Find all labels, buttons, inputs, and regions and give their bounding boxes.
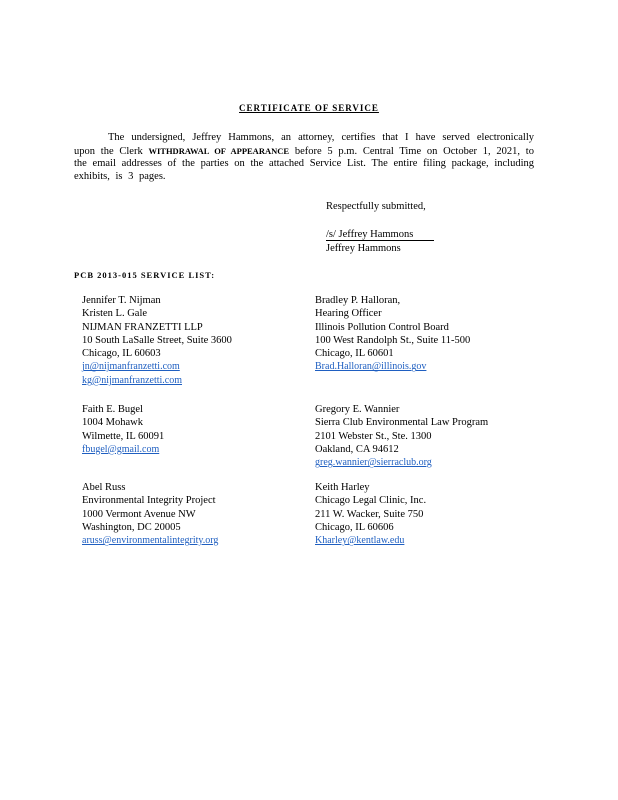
service-entry-bugel: Faith E. Bugel 1004 Mohawk Wilmette, IL 60091 fbugel@gmail.com [82, 404, 165, 455]
email-link[interactable]: aruss@environmentalintegrity.org [82, 535, 219, 547]
email-link[interactable]: fbugel@gmail.com [82, 443, 160, 455]
filing-title: WITHDRAWAL OF APPEARANCE [148, 145, 290, 156]
email-link[interactable]: kg@nijmanfranzetti.com [82, 374, 183, 386]
electronic-signature: /s/ Jeffrey Hammons [326, 229, 414, 240]
signer-name: Jeffrey Hammons [326, 243, 401, 254]
email-link[interactable]: Brad.Halloran@illinois.gov [315, 361, 427, 373]
closing: Respectfully submitted, [326, 201, 426, 212]
service-entry-halloran: Bradley P. Halloran, Hearing Officer Illinois Pollution Control Board 100 West Randolph St., Suite 11-500 Chicago, IL 60601 Brad.Halloran@illinois.gov [315, 295, 471, 373]
email-link[interactable]: jn@nijmanfranzetti.com [82, 361, 180, 373]
email-link[interactable]: greg.wannier@sierraclub.org [315, 457, 432, 469]
service-entry-russ: Abel Russ Environmental Integrity Project 1000 Vermont Avenue NW Washington, DC 20005 aruss@environmentalintegrity.org [82, 481, 245, 547]
email-link[interactable]: Kharley@kentlaw.edu [315, 535, 405, 547]
service-entry-harley: Keith Harley Chicago Legal Clinic, Inc. 211 W. Wacker, Suite 750 Chicago, IL 60606 Kharley@kentlaw.edu [315, 482, 427, 547]
signature-underline [326, 240, 434, 241]
service-entry-nijman: Jennifer T. Nijman Kristen L. Gale NIJMAN FRANZETTI LLP 10 South LaSalle Street, Suite 3600 Chicago, IL 60603 jn@nijmanfranzetti.com kg@nijmanfranzetti.com [82, 295, 232, 386]
service-entry-wannier: Gregory E. Wannier Sierra Club Environmental Law Program 2101 Webster St., Ste. 1300 Oakland, CA 94612 greg.wannier@sierraclub.org [315, 404, 489, 469]
certificate-title: CERTIFICATE OF SERVICE [239, 103, 379, 113]
certification-paragraph: The undersigned, Jeffrey Hammons, an attorney, certifies that I have served electronically upon the Clerk WITHDRAWAL OF APPEARANCE before 5 p.m. Central Time on October 1, 2021, to the email addresses of the parties on the attached Service List. The entire filing package, including exhibits, is 3 pages. [74, 132, 534, 182]
service-list-heading: PCB 2013-015 SERVICE LIST: [74, 270, 216, 280]
